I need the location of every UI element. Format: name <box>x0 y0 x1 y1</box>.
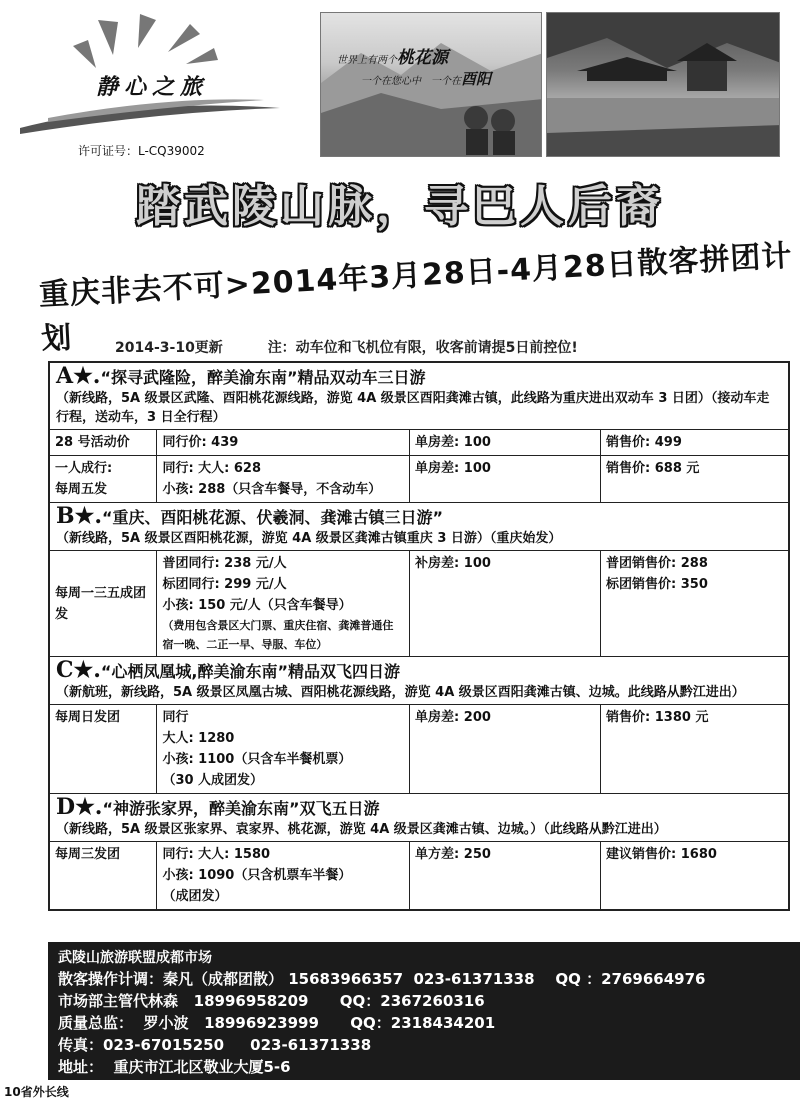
table-row <box>50 705 788 794</box>
itinerary-table <box>48 361 790 911</box>
footer-fax-line: 传真：023-67015250 023-61371338 <box>58 1036 372 1054</box>
section-title: C★.“心栖凤凰城,醉美渝东南”精品双飞四日游 <box>56 657 401 683</box>
footer-address-line: 地址： 重庆市江北区敬业大厦5-6 <box>58 1058 291 1076</box>
section-a-header <box>50 363 788 430</box>
section-d-header <box>50 794 788 842</box>
section-title: D★.“神游张家界，醉美渝东南”双飞五日游 <box>56 794 380 820</box>
section-letter: D★. <box>56 794 103 820</box>
section-b-header <box>50 503 788 551</box>
section-title: A★.“探寻武隆险，醉美渝东南”精品双动车三日游 <box>56 363 426 389</box>
photo-slogan-1: 世界上有两个桃花源 <box>337 48 448 68</box>
section-letter: B★. <box>56 503 102 529</box>
table-row <box>50 551 788 657</box>
booking-notice: 注：动车位和飞机位有限，收客前请提5日前控位! <box>267 340 578 356</box>
scenery-photo-pavilion <box>546 12 780 157</box>
section-c-header <box>50 657 788 705</box>
room-diff-cell: 补房差: 100 <box>410 551 601 656</box>
logo-text: 静心之旅 <box>96 74 209 100</box>
departure-cell: 一人成行: 每周五发 <box>50 456 157 502</box>
peer-price-cell: 同行: 大人: 1580 小孩: 1090（只含机票车半餐） （成团发） <box>157 842 410 909</box>
sale-price-cell: 普团销售价: 288 标团销售价: 350 <box>606 556 708 592</box>
departure-cell: 28 号活动价 <box>50 430 157 455</box>
section-description: （新航班，新线路，5A 级景区凤凰古城、酉阳桃花源线路，游览 4A 级景区酉阳龚滩古镇、边城。此线路从黔江进出） <box>56 685 745 700</box>
table-row <box>50 456 788 503</box>
photo-slogan-2: 一个在您心中 一个在酉阳 <box>361 70 492 88</box>
table-row <box>50 430 788 456</box>
update-line <box>115 337 578 357</box>
section-description: （新线路，5A 级景区武隆、酉阳桃花源线路，游览 4A 级景区酉阳龚滩古镇，此线路为重庆进出双动车 3 日团）（接动车走行程，送动车，3 日全行程） <box>56 391 770 425</box>
peer-price-cell: 同行: 大人: 628 小孩: 288（只含车餐导，不含动车） <box>157 456 410 502</box>
main-title: 踏武陵山脉，寻巴人后裔 <box>136 181 664 232</box>
room-diff-cell: 单房差: 200 <box>410 705 601 793</box>
license-number: 许可证号：L-CQ39002 <box>78 144 205 158</box>
section-description: （新线路，5A 级景区酉阳桃花源，游览 4A 级景区龚滩古镇重庆 3 日游）（重庆始发） <box>56 531 562 546</box>
peer-price-cell: 普团同行: 238 元/人 标团同行: 299 元/人 小孩: 150 元/人（只含车餐导） （费用包含景区大门票、重庆住宿、龚滩普通住宿一晚、二正一早、导服、车位） <box>157 551 410 656</box>
page-note: 10省外长线 <box>4 1085 69 1099</box>
section-letter: C★. <box>56 657 101 683</box>
footer-marketing-line: 市场部主管代林森 18996958209 QQ：2367260316 <box>58 992 485 1010</box>
section-description: （新线路，5A 级景区张家界、袁家界、桃花源，游览 4A 级景区龚滩古镇、边城。）（此线路从黔江进出） <box>56 822 667 837</box>
room-diff-cell: 单方差: 250 <box>410 842 601 909</box>
contact-footer <box>48 942 800 1080</box>
sale-price-cell: 销售价: 688 元 <box>606 461 700 476</box>
departure-cell: 每周一三五成团发 <box>50 551 157 656</box>
sale-price-cell: 销售价: 1380 元 <box>606 710 709 725</box>
update-date: 2014-3-10更新 <box>115 340 223 356</box>
footer-quality-line: 质量总监： 罗小波 18996923999 QQ：2318434201 <box>58 1014 496 1032</box>
section-letter: A★. <box>56 363 101 389</box>
footer-operator-line: 散客操作计调：秦凡（成都团散） 15683966357 023-61371338 QQ ：2769664976 <box>58 970 706 988</box>
peer-price-cell: 同行价: 439 <box>157 430 410 455</box>
pavilion-lake-icon <box>547 13 780 157</box>
sale-price-cell: 建议销售价: 1680 <box>606 847 717 862</box>
room-diff-cell: 单房差: 100 <box>410 456 601 502</box>
departure-cell: 每周三发团 <box>50 842 157 909</box>
logo <box>18 10 308 160</box>
scenery-photo-taohuayuan <box>320 12 542 157</box>
table-row <box>50 842 788 909</box>
sub-title: 重庆非去不可>2014年3月28日-4月28日散客拼团计划 <box>38 238 794 357</box>
sale-price-cell: 销售价: 499 <box>606 435 682 450</box>
footer-org: 武陵山旅游联盟成都市场 <box>58 950 212 966</box>
room-diff-cell: 单房差: 100 <box>410 430 601 455</box>
section-title: B★.“重庆、酉阳桃花源、伏羲洞、龚滩古镇三日游” <box>56 503 444 529</box>
peer-price-cell: 同行 大人: 1280 小孩: 1100（只含车半餐机票） （30 人成团发） <box>157 705 410 793</box>
departure-cell: 每周日发团 <box>50 705 157 793</box>
